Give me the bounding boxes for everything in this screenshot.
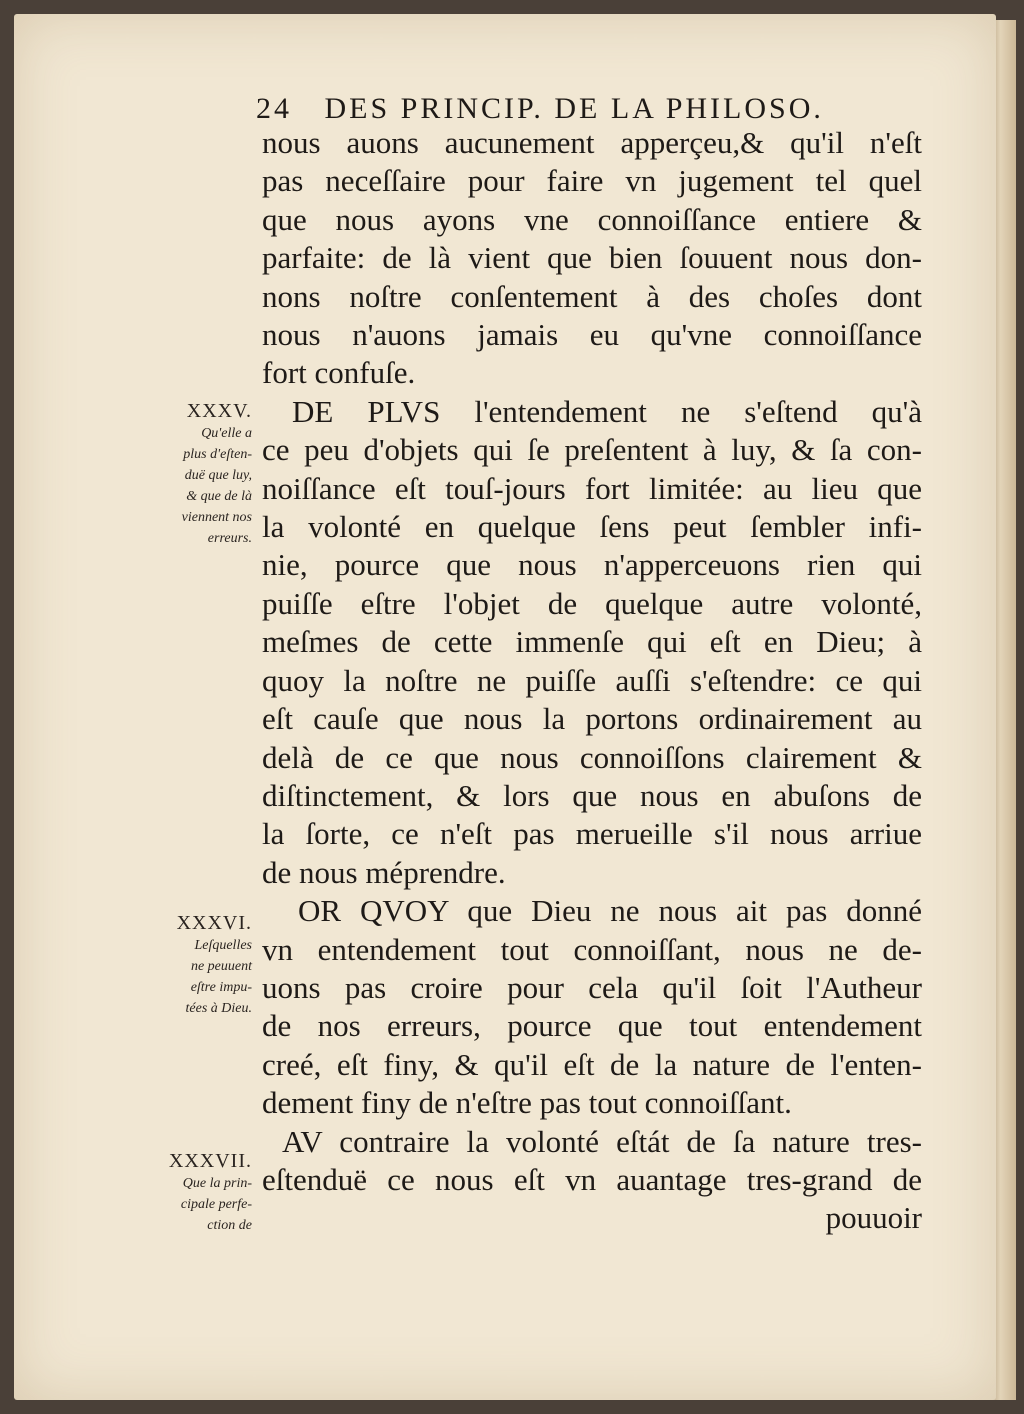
text-line: noiſſance eſt touſ-jours fort limitée: au lieu que	[262, 470, 922, 506]
text-line: nous n'auons jamais eu qu'vne connoiſſance	[262, 317, 922, 353]
article-number: XXXVI.	[176, 912, 252, 934]
text-line: uons pas croire pour cela qu'il ſoit l'Autheur	[262, 969, 922, 1005]
text-line: dement finy de n'eſtre pas tout connoiſſant.	[262, 1085, 792, 1121]
running-header	[256, 92, 896, 126]
text-line: nons noſtre conſentement à des choſes dont	[262, 278, 922, 314]
catchword: pouuoir	[825, 1200, 922, 1236]
text-line: que nous ayons vne connoiſſance entiere &	[262, 201, 922, 237]
note-line: eſtre impu-	[190, 980, 252, 995]
note-line: viennent nos	[181, 510, 252, 525]
text-line: nous auons aucunement apperçeu,& qu'il n'eſt	[262, 125, 922, 160]
article-number: XXXVII.	[168, 1150, 252, 1172]
note-line: ction de	[207, 1218, 252, 1233]
text-line: delà de ce que nous connoiſſons clairement &	[262, 739, 922, 775]
text-line: eſt cauſe que nous la portons ordinairement au	[262, 701, 922, 737]
note-line: Que la prin-	[182, 1176, 252, 1191]
note-line: ne peuuent	[190, 959, 252, 974]
note-line: tées à Dieu.	[185, 1001, 252, 1016]
text-line: creé, eſt finy, & qu'il eſt de la nature de l'enten-	[262, 1046, 922, 1082]
running-title: DES PRINCIP. DE LA PHILOSO.	[324, 92, 824, 125]
note-line: erreurs.	[207, 531, 252, 546]
article-number: XXXV.	[186, 400, 252, 422]
text-line: nie, pource que nous n'apperceuons rien qui	[262, 547, 922, 583]
text-line: ce peu d'objets qui ſe preſentent à luy, & ſa con-	[262, 432, 922, 468]
marginal-note-xxxvi	[140, 912, 252, 1019]
paragraph-start-xxxv: DE PLVS l'entendement ne s'eſtend qu'à	[292, 393, 922, 429]
text-line: diſtinctement, & lors que nous en abuſons de	[262, 777, 922, 813]
text-line: eſtenduë ce nous eſt vn auantage tres-grand de	[262, 1161, 922, 1197]
text-line: pas neceſſaire pour faire vn jugement tel quel	[262, 163, 922, 199]
text-line: puiſſe eſtre l'objet de quelque autre volonté,	[262, 585, 922, 621]
paragraph-start-xxxvii: AV contraire la volonté eſtát de ſa nature tres-	[282, 1123, 922, 1159]
note-line: & que de là	[186, 489, 252, 504]
text-line: vn entendement tout connoiſſant, nous ne de-	[262, 931, 922, 967]
note-line: cipale perfe-	[180, 1197, 252, 1212]
text-line: parfaite: de là vient que bien ſouuent nous don-	[262, 240, 922, 276]
note-line: plus d'eſten-	[183, 447, 252, 462]
text-line: de nos erreurs, pource que tout entendement	[262, 1008, 922, 1044]
marginal-note-xxxv	[140, 400, 252, 549]
text-line: quoy la noſtre ne puiſſe auſſi s'eſtendre: ce qui	[262, 662, 922, 698]
marginal-note-xxxvii	[140, 1150, 252, 1236]
page-number: 24	[256, 92, 292, 125]
note-line: duë que luy,	[184, 468, 252, 483]
text-line: de nous méprendre.	[262, 854, 506, 890]
main-text	[262, 124, 922, 1238]
note-line: Leſquelles	[194, 938, 252, 953]
text-line: la volonté en quelque ſens peut ſembler infi-	[262, 509, 922, 545]
text-line: meſmes de cette immenſe qui eſt en Dieu; à	[262, 624, 922, 660]
note-line: Qu'elle a	[201, 426, 252, 441]
text-line: la ſorte, ce n'eſt pas merueille s'il nous arriue	[262, 816, 922, 852]
text-line: fort confuſe.	[262, 355, 416, 391]
paragraph-start-xxxvi: OR QVOY que Dieu ne nous ait pas donné	[298, 893, 922, 929]
